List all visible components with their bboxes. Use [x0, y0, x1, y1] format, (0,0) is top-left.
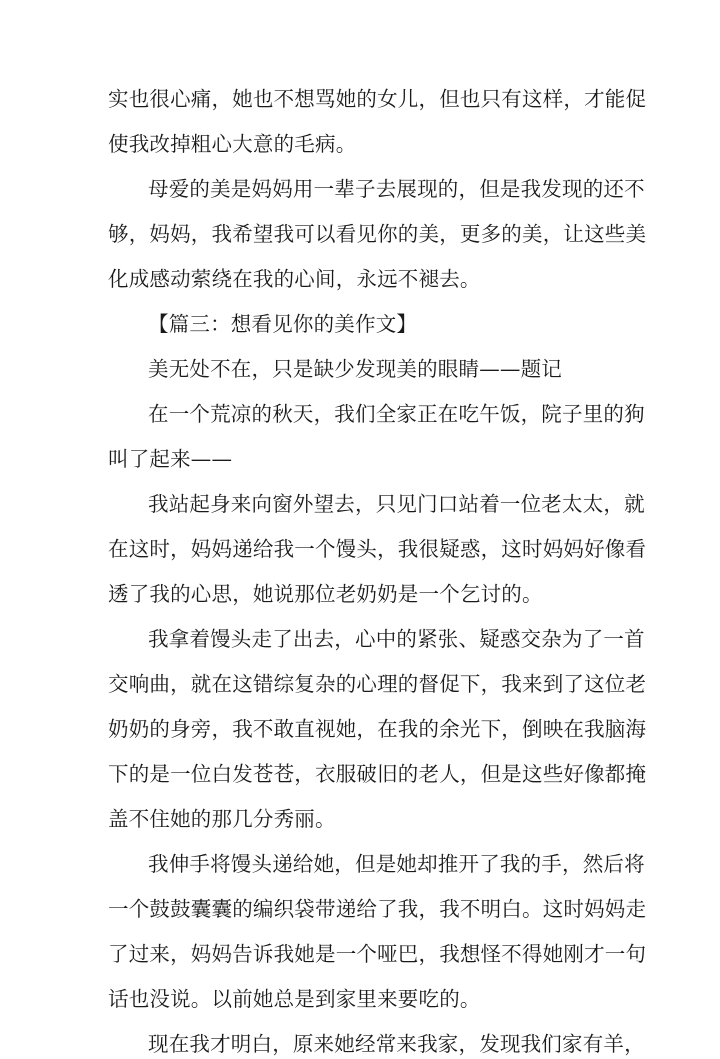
text-line: 一个鼓鼓囊囊的编织袋带递给了我，我不明白。这时妈妈走 — [108, 897, 647, 921]
text-line: 我拿着馒头走了出去，心中的紧张、疑惑交杂为了一首 — [148, 627, 645, 651]
section-heading: 【篇三：想看见你的美作文】 — [148, 312, 418, 336]
text-line: 奶奶的身旁，我不敢直视她，在我的余光下，倒映在我脑海 — [108, 717, 647, 741]
text-line: 了过来，妈妈告诉我她是一个哑巴，我想怪不得她刚才一句 — [108, 942, 647, 966]
text-line: 使我改掉粗心大意的毛病。 — [108, 132, 357, 156]
text-line: 叫了起来—— — [108, 447, 233, 471]
text-line: 在这时，妈妈递给我一个馒头，我很疑惑，这时妈妈好像看 — [108, 537, 647, 561]
text-line: 下的是一位白发苍苍，衣服破旧的老人，但是这些好像都掩 — [108, 762, 647, 786]
text-line: 化成感动萦绕在我的心间，永远不褪去。 — [108, 267, 481, 291]
text-line: 我伸手将馒头递给她，但是她却推开了我的手，然后将 — [148, 852, 645, 876]
epigraph-line: 美无处不在，只是缺少发现美的眼睛——题记 — [148, 357, 562, 381]
text-line: 话也没说。以前她总是到家里来要吃的。 — [108, 987, 481, 1011]
text-line: 透了我的心思，她说那位老奶奶是一个乞讨的。 — [108, 582, 543, 606]
text-line: 够，妈妈，我希望我可以看见你的美，更多的美，让这些美 — [108, 222, 647, 246]
text-line: 现在我才明白，原来她经常来我家，发现我们家有羊， — [148, 1032, 645, 1056]
text-line: 母爱的美是妈妈用一辈子去展现的，但是我发现的还不 — [148, 177, 645, 201]
text-line: 盖不住她的那几分秀丽。 — [108, 807, 336, 831]
text-line: 交响曲，就在这错综复杂的心理的督促下，我来到了这位老 — [108, 672, 647, 696]
text-line: 我站起身来向窗外望去，只见门口站着一位老太太，就 — [148, 492, 645, 516]
text-line: 在一个荒凉的秋天，我们全家正在吃午饭，院子里的狗 — [148, 402, 645, 426]
text-line: 实也很心痛，她也不想骂她的女儿，但也只有这样，才能促 — [108, 87, 647, 111]
